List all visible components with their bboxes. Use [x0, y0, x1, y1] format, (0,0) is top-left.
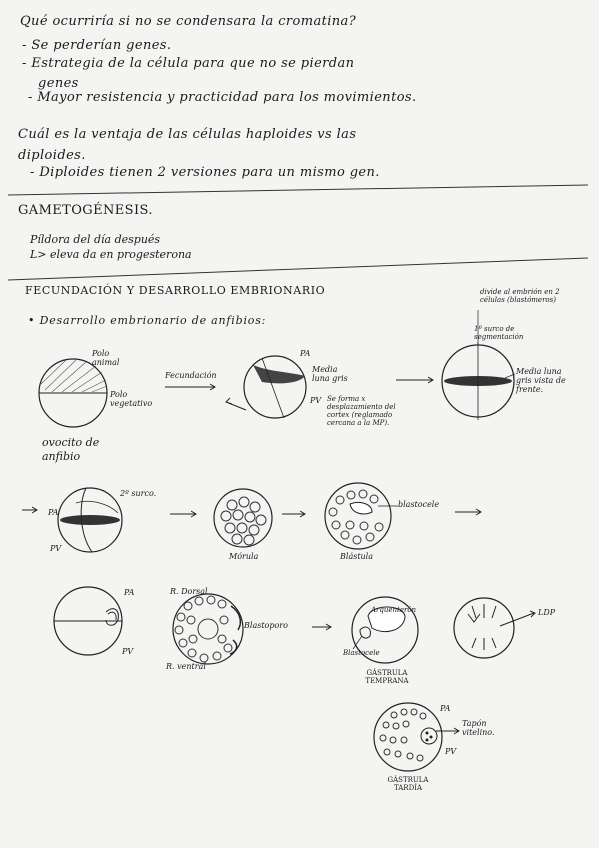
- label-pa-3: PA: [124, 588, 135, 597]
- label-polo-animal: Polo animal: [92, 349, 120, 367]
- question-2: Cuál es la ventaja de las células haploides vs las: [18, 127, 357, 142]
- gametogenesis-line-1: Píldora del día después: [30, 233, 161, 246]
- fecundacion-subtitle: • Desarrollo embrionario de anfibios:: [28, 314, 267, 327]
- label-r-ventral: R. ventral: [166, 662, 206, 671]
- label-pv-4: PV: [445, 747, 457, 756]
- fecundacion-title: FECUNDACIÓN Y DESARROLLO EMBRIONARIO: [25, 284, 326, 297]
- label-pa-4: PA: [440, 704, 451, 713]
- divider-line: [8, 185, 588, 195]
- label-polo-vegetativo: Polo vegetativo: [110, 390, 153, 408]
- label-arquenteron: Arquenterón: [371, 606, 417, 614]
- label-morula: Mórula: [229, 552, 259, 561]
- label-se-forma: Se forma x desplazamiento del cortex (reglamado cercana a la MP).: [327, 395, 396, 427]
- late-gastrula-drawing: [374, 703, 459, 771]
- label-blastocele: blastocele: [398, 500, 440, 509]
- label-divide-embrion: divide al embrión en 2 células (blastómeros): [480, 288, 560, 304]
- oocyte-drawing: [39, 359, 107, 427]
- label-gastrula-tardia: GÁSTRULA TARDÍA: [387, 776, 429, 792]
- question-2-cont: diploides.: [18, 148, 86, 163]
- label-ovocito: ovocito de anfibio: [42, 436, 100, 463]
- label-blastoporo: Blastoporo: [244, 621, 288, 630]
- blastula-drawing: [325, 483, 398, 549]
- answer-2-1: - Diploides tienen 2 versiones para un mismo gen.: [30, 165, 380, 180]
- label-pa-2: PA: [48, 508, 59, 517]
- answer-1-1: - Se perderían genes.: [22, 38, 172, 53]
- answer-1-2: - Estrategia de la célula para que no se pierdan: [22, 56, 355, 71]
- label-fecundacion: Fecundación: [165, 371, 217, 380]
- ldp-drawing: [454, 598, 535, 658]
- label-pv-3: PV: [122, 647, 134, 656]
- label-pv-2: PV: [50, 544, 62, 553]
- answer-1-3: - Mayor resistencia y practicidad para los movimientos.: [28, 90, 417, 105]
- blastopore-drawing: [173, 594, 243, 664]
- label-primer-surco: 1º surco de segmentación: [474, 325, 524, 341]
- label-ldp: LDP: [538, 608, 556, 617]
- divider-line: [8, 258, 588, 280]
- gastrulation-start-drawing: [54, 587, 122, 655]
- second-cleavage-drawing: [58, 488, 122, 552]
- label-tapon-vitelino: Tapón vitelino.: [462, 719, 495, 737]
- label-media-luna-gris: Media luna gris: [312, 365, 348, 383]
- gametogenesis-title: GAMETOGÉNESIS.: [18, 203, 153, 218]
- label-gastrula-temprana: GÁSTRULA TEMPRANA: [365, 669, 409, 685]
- label-media-luna-frente: Media luna gris vista de frente.: [516, 367, 566, 394]
- fertilized-egg-drawing: [226, 356, 306, 418]
- morula-drawing: [214, 489, 272, 547]
- gametogenesis-line-2: L> eleva da en progesterona: [30, 248, 192, 261]
- question-1: Qué ocurriría si no se condensara la cromatina?: [20, 14, 357, 29]
- label-blastocele-2: Blastocele: [343, 649, 380, 657]
- label-blastula: Blástula: [340, 552, 374, 561]
- label-pa-1: PA: [300, 349, 311, 358]
- label-r-dorsal: R. Dorsal: [170, 587, 208, 596]
- answer-1-2-cont: genes: [38, 76, 79, 91]
- label-segundo-surco: 2º surco.: [120, 489, 157, 498]
- label-pv-1: PV: [310, 396, 322, 405]
